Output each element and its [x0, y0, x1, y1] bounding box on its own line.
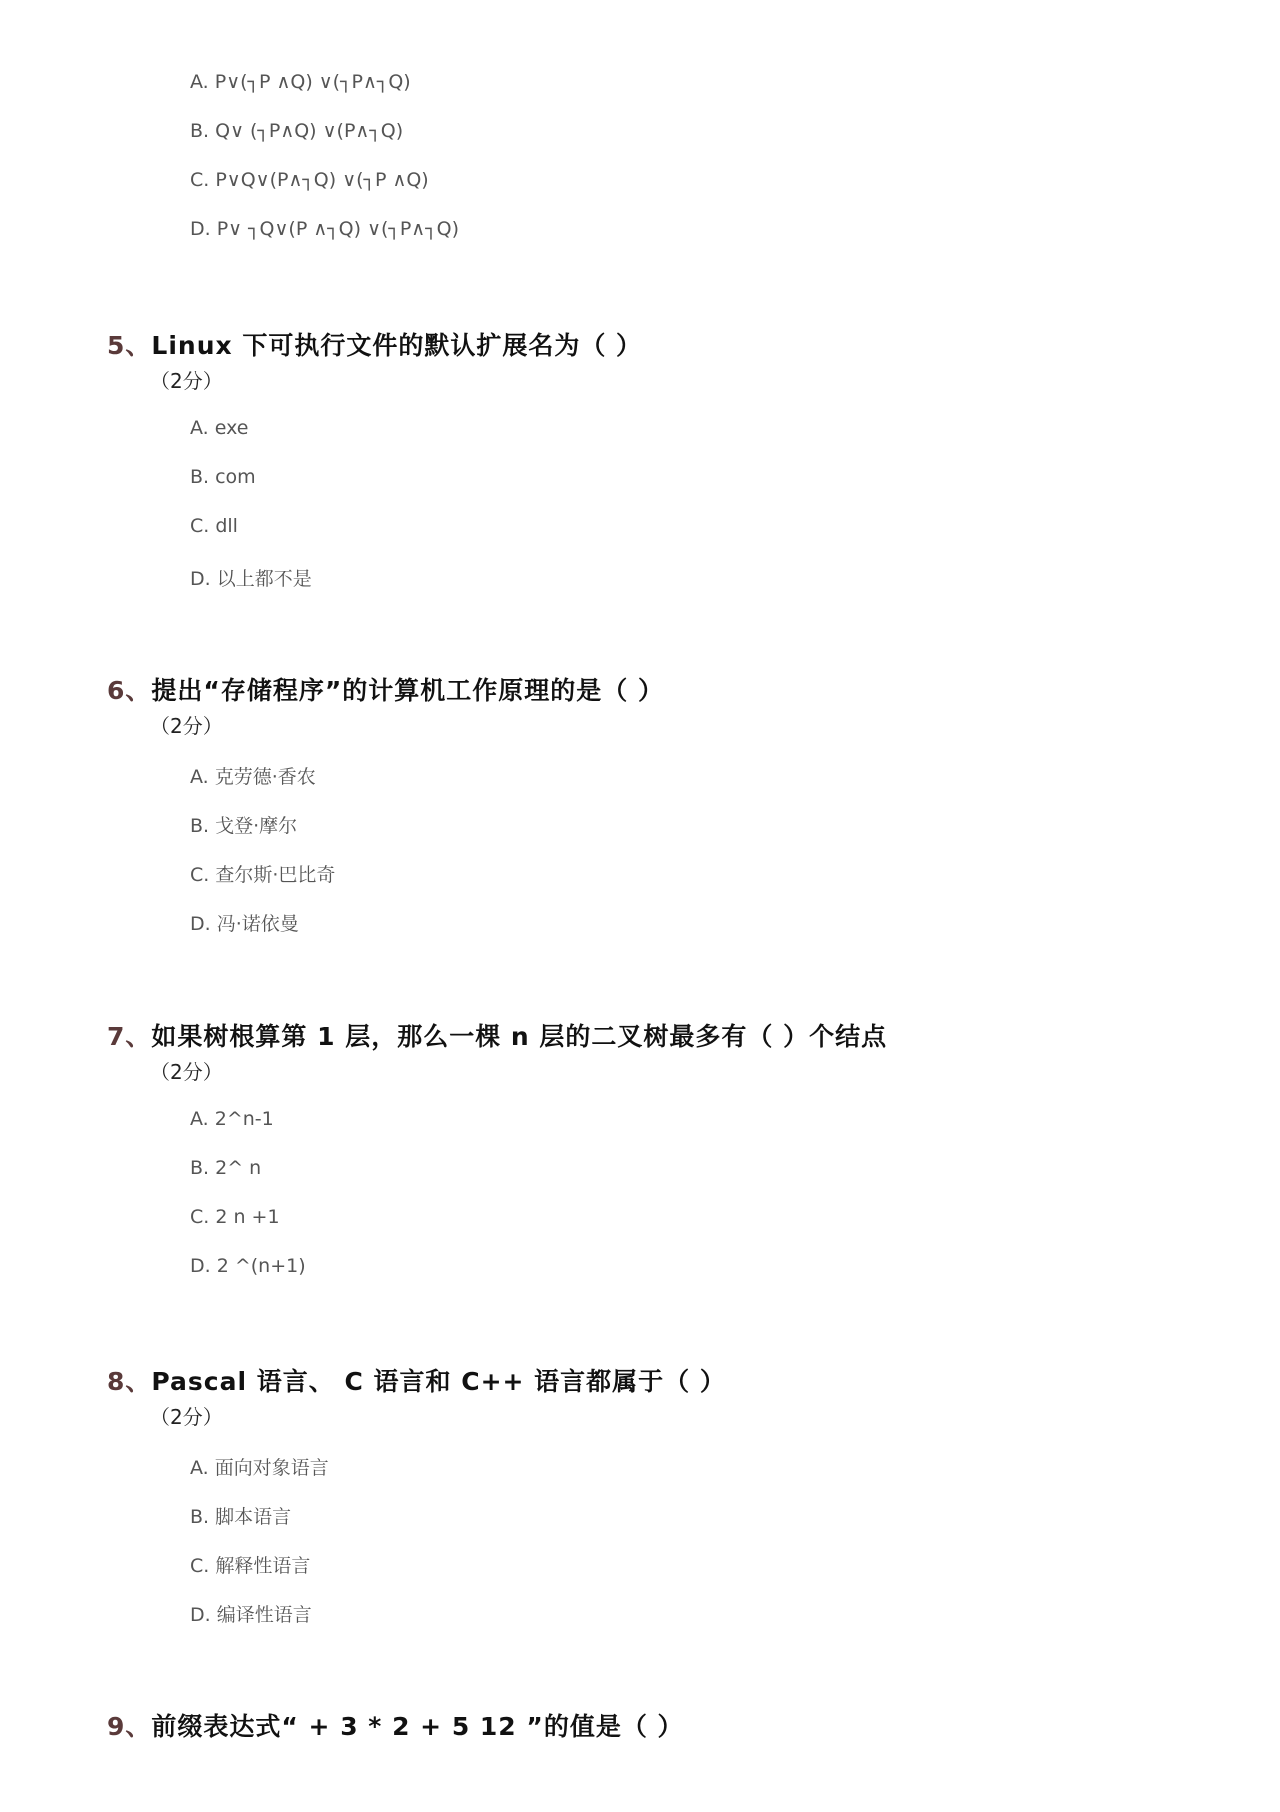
option-b: B. com	[190, 466, 256, 488]
question-6-title	[107, 671, 664, 707]
question-9-title	[107, 1707, 684, 1743]
question-number: 5、	[107, 331, 152, 360]
question-8-title	[107, 1362, 726, 1398]
question-number: 8、	[107, 1367, 152, 1396]
option-a: A. P∨(┐P ∧Q) ∨(┐P∧┐Q)	[190, 71, 411, 93]
question-number: 7、	[107, 1022, 152, 1051]
option-c: C. 查尔斯·巴比奇	[190, 864, 336, 886]
question-6-score: （2分）	[150, 714, 223, 738]
option-c: C. dll	[190, 515, 238, 537]
option-a: A. exe	[190, 417, 249, 439]
option-b: B. Q∨ (┐P∧Q) ∨(P∧┐Q)	[190, 120, 404, 142]
question-number: 9、	[107, 1712, 152, 1741]
question-number: 6、	[107, 676, 152, 705]
option-c: C. 解释性语言	[190, 1555, 311, 1577]
question-5-score: （2分）	[150, 369, 223, 393]
question-7-title	[107, 1017, 887, 1053]
option-b: B. 戈登·摩尔	[190, 815, 298, 837]
question-5-title	[107, 326, 642, 362]
option-b: B. 脚本语言	[190, 1506, 292, 1528]
question-text: Pascal 语言、 C 语言和 C++ 语言都属于（ ）	[151, 1367, 726, 1396]
question-text: Linux 下可执行文件的默认扩展名为（ ）	[151, 331, 643, 360]
option-a: A. 2^n-1	[190, 1108, 274, 1130]
question-7-score: （2分）	[150, 1060, 223, 1084]
option-a: A. 面向对象语言	[190, 1457, 329, 1479]
question-text: 前缀表达式“ + 3 * 2 + 5 12 ”的值是（ ）	[151, 1712, 684, 1741]
option-b: B. 2^ n	[190, 1157, 262, 1179]
question-text: 提出“存储程序”的计算机工作原理的是（ ）	[151, 676, 664, 705]
option-a: A. 克劳德·香农	[190, 766, 316, 788]
option-d: D. 编译性语言	[190, 1604, 312, 1626]
option-d: D. P∨ ┐Q∨(P ∧┐Q) ∨(┐P∧┐Q)	[190, 218, 460, 240]
option-d: D. 2 ^(n+1)	[190, 1255, 306, 1277]
option-d: D. 冯·诺依曼	[190, 913, 299, 935]
question-8-score: （2分）	[150, 1405, 223, 1429]
option-c: C. 2 n +1	[190, 1206, 280, 1228]
option-c: C. P∨Q∨(P∧┐Q) ∨(┐P ∧Q)	[190, 169, 429, 191]
question-text: 如果树根算第 1 层，那么一棵 n 层的二叉树最多有（ ）个结点	[151, 1022, 888, 1051]
option-d: D. 以上都不是	[190, 568, 312, 590]
